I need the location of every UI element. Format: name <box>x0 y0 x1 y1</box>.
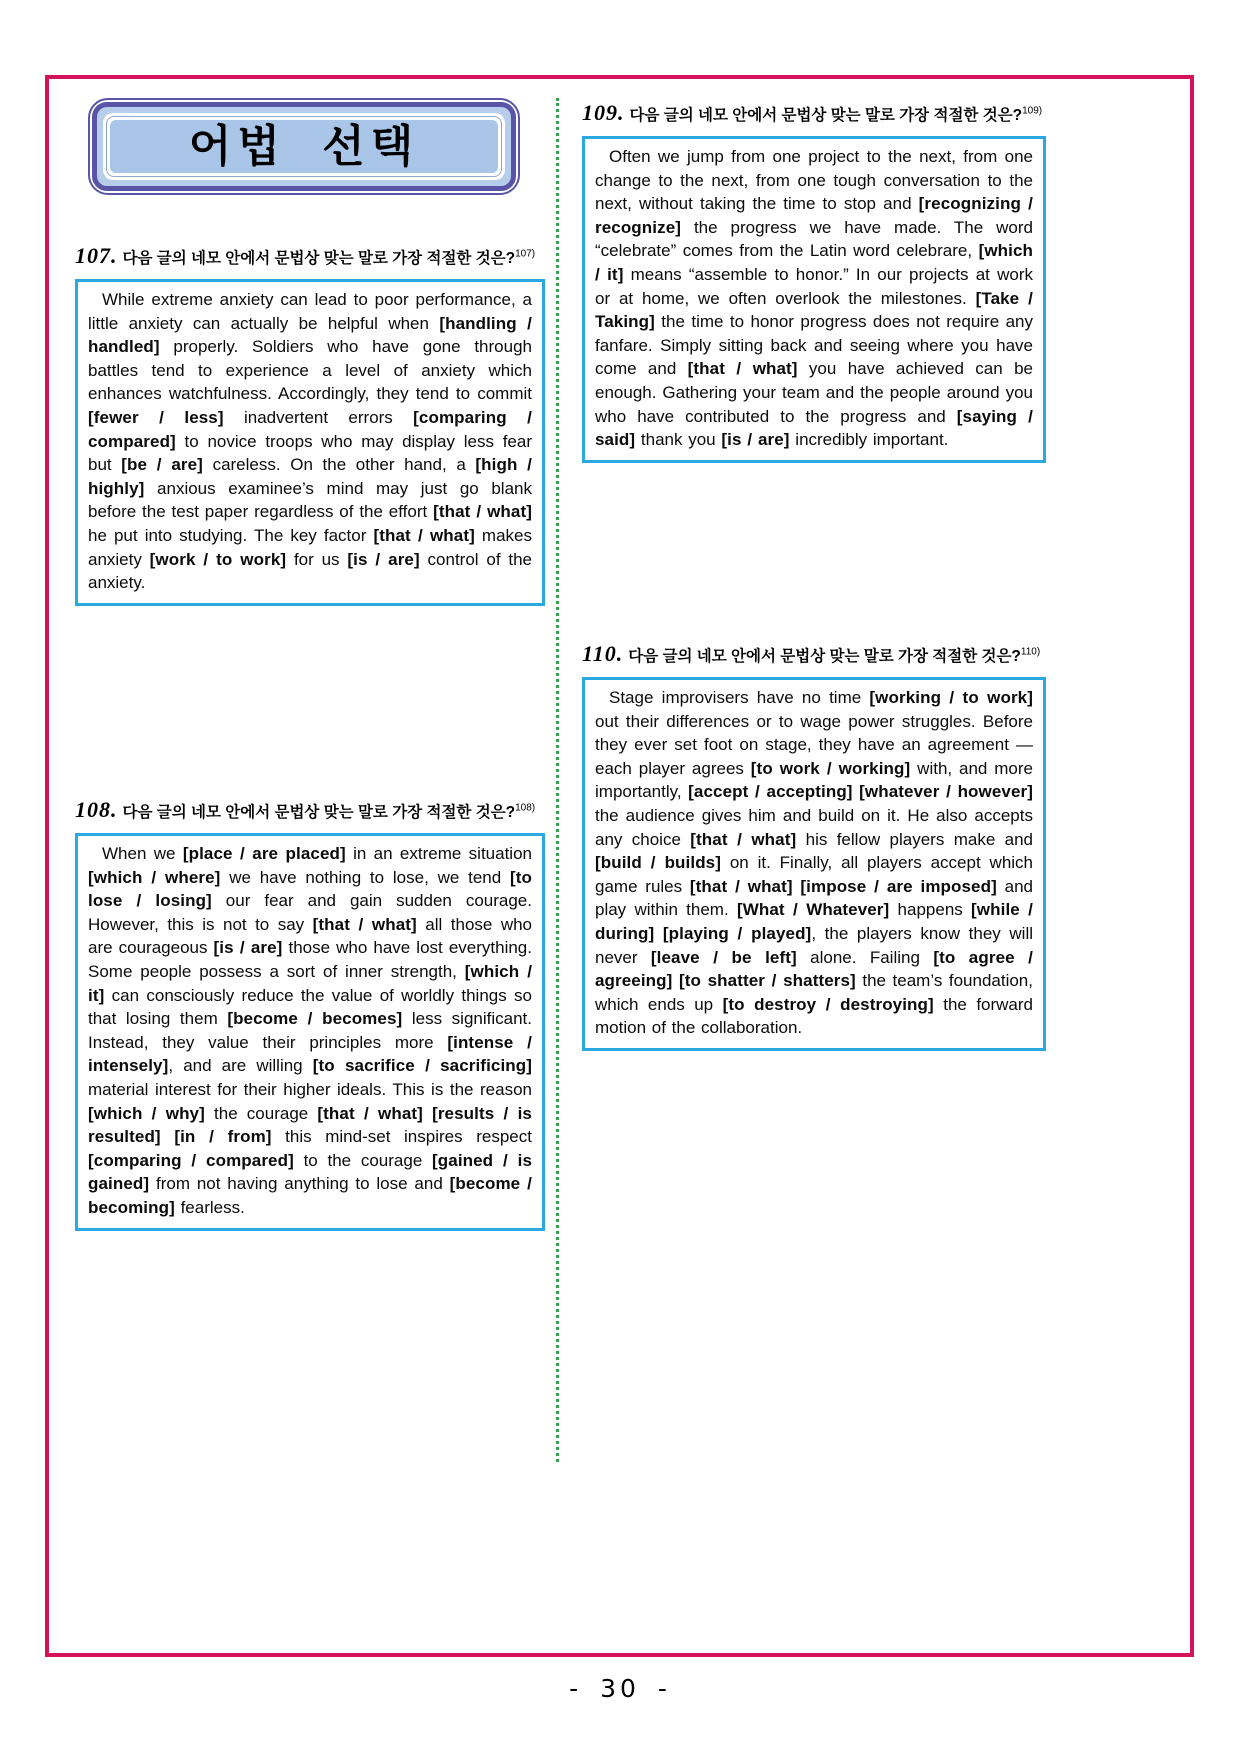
question-109-footnote: 109) <box>1022 105 1043 117</box>
section-title: 어법 선택 <box>188 121 420 171</box>
title-ring-middle <box>103 113 505 180</box>
section-title-box <box>88 98 520 195</box>
title-ring-fill <box>110 120 498 173</box>
question-107-footnote: 107) <box>515 248 536 260</box>
question-108-header <box>75 797 549 823</box>
question-108-passage: When we [place / are placed] in an extreme situation [which / where] we have nothing to lose, we tend [to lose / losing] our fear and gain sudden courage. However, this is not to say [that / what] all those who are courageous [is / are] those who have lost everything. Some people possess a sort of inner strength, [which / it] can consciously reduce the value of worldly things so that losing them [become / becomes] less significant. Instead, they value their principles more [intense / intensely], and are willing [to sacrifice / sacrificing] material interest for their higher ideals. This is the reason [which / why] the courage [that / what] [results / is resulted] [in / from] this mind-set inspires respect [comparing / compared] to the courage [gained / is gained] from not having anything to lose and [become / becoming] fearless. <box>88 844 533 1217</box>
question-110-passage: Stage improvisers have no time [working / to work] out their differences or to wage power struggles. Before they ever set foot on stage, they have an agreement — each player agrees [to work / working] with, and more importantly, [accept / accepting] [whatever / however] the audience gives him and build on it. He also accepts any choice [that / what] his fellow players make and [build / builds] on it. Finally, all players accept which game rules [that / what] [impose / are imposed] and play within them. [What / Whatever] happens [while / during] [playing / played], the players know they will never [leave / be left] alone. Failing [to agree / agreeing] [to shatter / shatters] the team’s foundation, which ends up [to destroy / destroying] the forward motion of the collaboration. <box>595 688 1034 1038</box>
question-108-prompt: 다음 글의 네모 안에서 문법상 맞는 말로 가장 적절한 것은? <box>122 804 516 821</box>
question-110-prompt: 다음 글의 네모 안에서 문법상 맞는 말로 가장 적절한 것은? <box>628 648 1021 665</box>
question-108-footnote: 108) <box>515 802 536 814</box>
question-109-prompt: 다음 글의 네모 안에서 문법상 맞는 말로 가장 적절한 것은? <box>629 107 1023 124</box>
question-107-passage: While extreme anxiety can lead to poor performance, a little anxiety can actually be helpful when [handling / handled] properly. Soldiers who have gone through battles tend to experience a level of anxiety which enhances watchfulness. Accordingly, they tend to commit [fewer / less] inadvertent errors [comparing / compared] to novice troops who may display less fear but [be / are] careless. On the other hand, a [high / highly] anxious examinee’s mind may just go blank before the test paper regardless of the effort [that / what] he put into studying. The key factor [that / what] makes anxiety [work / to work] for us [is / are] control of the anxiety. <box>88 290 533 593</box>
question-108-number: 108. <box>75 797 118 822</box>
question-110-footnote: 110) <box>1020 646 1041 658</box>
question-108-passage-box <box>75 833 545 1231</box>
title-ring-outer <box>92 102 516 191</box>
title-ring-inner <box>106 116 502 177</box>
question-107-prompt: 다음 글의 네모 안에서 문법상 맞는 말로 가장 적절한 것은? <box>122 250 516 267</box>
question-109-passage: Often we jump from one project to the next, from one change to the next, from one tough conversation to the next, without taking the time to stop and [recognizing / recognize] the progress we have made. The word “celebrate” comes from the Latin word celebrare, [which / it] means “assemble to honor.” In our projects at work or at home, we often overlook the milestones. [Take / Taking] the time to honor progress does not require any fanfare. Simply sitting back and seeing where you have come and [that / what] you have achieved can be enough. Gathering your team and the people around you who have contributed to the progress and [saying / said] thank you [is / are] incredibly important. <box>595 147 1033 450</box>
column-divider <box>556 98 559 1462</box>
question-110-passage-box <box>582 677 1046 1051</box>
question-110-number: 110. <box>582 641 624 666</box>
question-109-passage-box <box>582 136 1046 463</box>
page-number: - 30 - <box>569 1674 671 1703</box>
question-107-passage-box <box>75 279 545 606</box>
question-107-header <box>75 243 549 269</box>
question-107-number: 107. <box>75 243 118 268</box>
question-110-header <box>582 641 1056 667</box>
question-109-number: 109. <box>582 100 625 125</box>
question-109-header <box>582 100 1056 126</box>
